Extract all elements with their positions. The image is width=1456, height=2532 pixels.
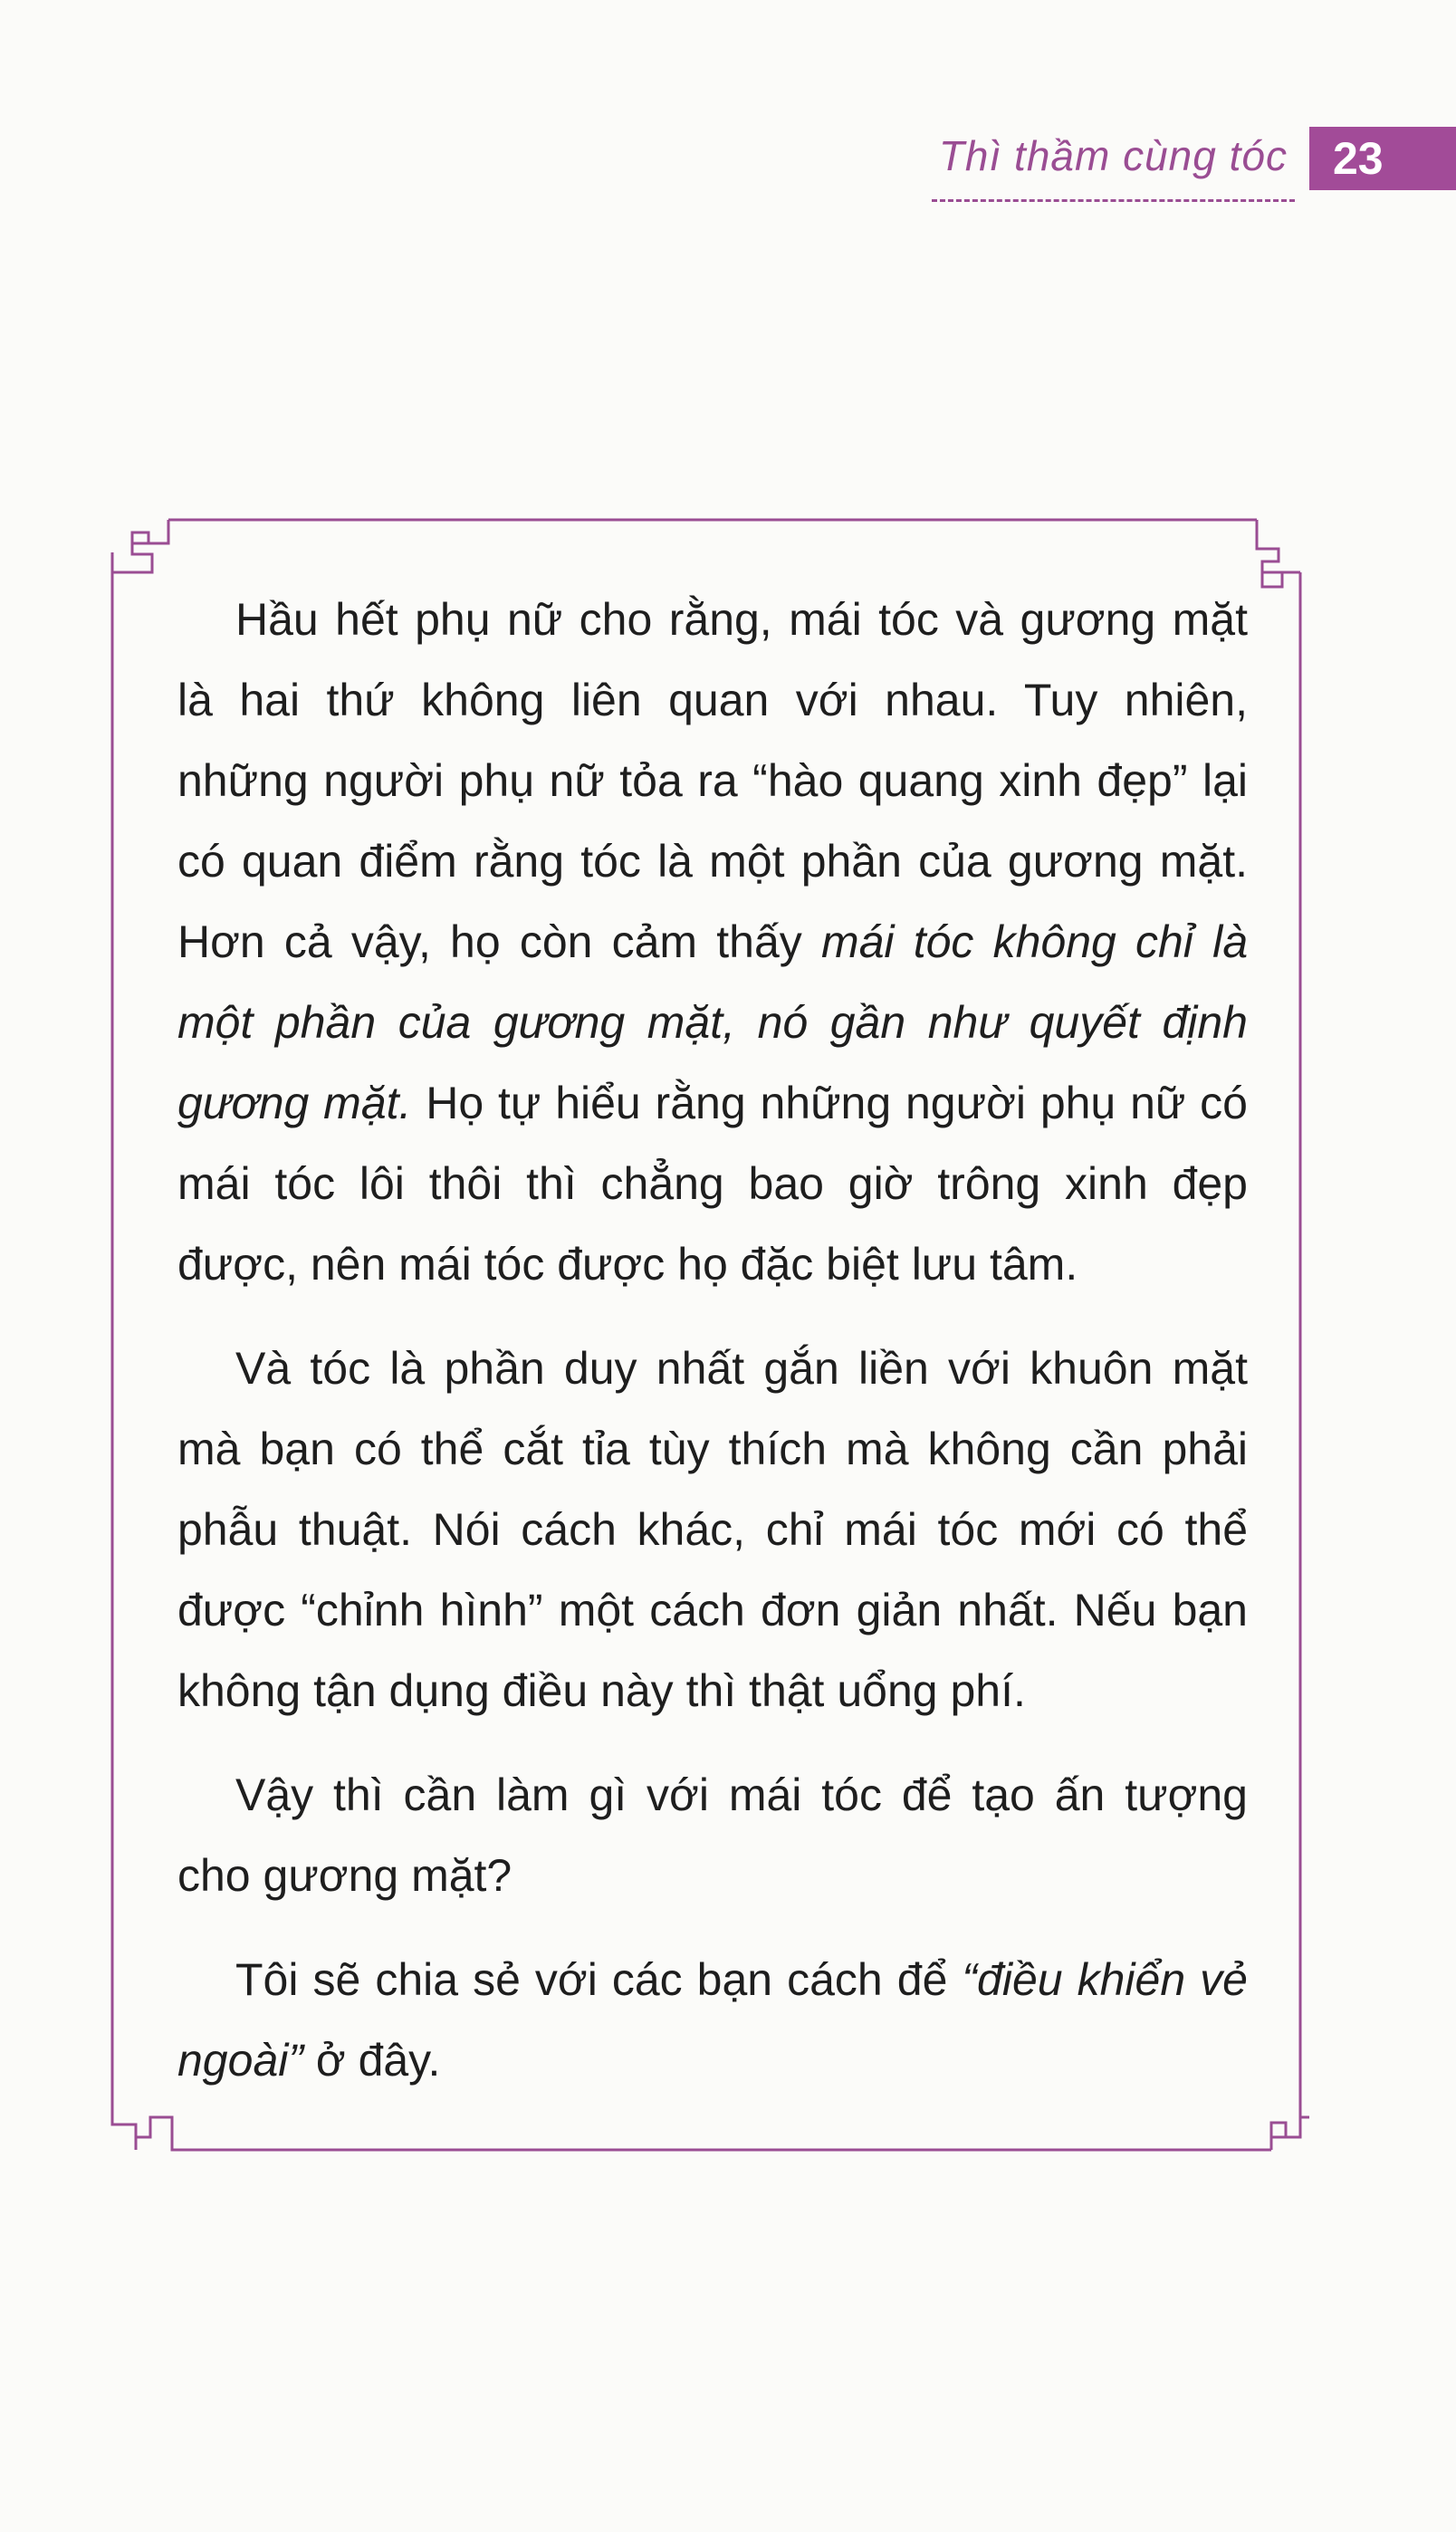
text-segment: Vậy thì cần làm gì với mái tóc để tạo ấn tượng cho gương mặt? [177,1770,1248,1901]
running-title: Thì thầm cùng tóc [939,131,1288,186]
body-paragraph [177,1755,1248,1916]
frame-corner-bottom-left [112,2110,177,2150]
text-segment: Và tóc là phần duy nhất gắn liền với khuôn mặt mà bạn có thể cắt tỉa tùy thích mà không cần phải phẫu thuật. Nói cách khác, chỉ mái tóc mới có thể được “chỉnh hình” một cách đơn giản nhất. Nếu bạn không tận dụng điều này thì thật uổng phí. [177,1343,1248,1716]
page-number: 23 [1333,133,1384,184]
frame-corner-bottom-right [1271,2110,1309,2150]
text-segment: Họ tự hiểu rằng những người phụ nữ có mái tóc lôi thôi thì chẳng bao giờ trông xinh đẹp được, nên mái tóc được họ đặc biệt lưu tâm. [177,1078,1248,1290]
body-paragraph [177,1940,1248,2101]
page-number-badge [1309,127,1456,190]
frame-corner-top-right [1257,520,1300,587]
italic-text-segment: “điều khiển vẻ ngoài” [177,1954,1248,2086]
body-paragraph [177,580,1248,1305]
italic-text-segment: mái tóc không chỉ là một phần của gương mặt, nó gần như quyết định gương mặt. [177,916,1248,1128]
text-segment: Hầu hết phụ nữ cho rằng, mái tóc và gương mặt là hai thứ không liên quan với nhau. Tuy nhiên, những người phụ nữ tỏa ra “hào quang xinh đẹp” lại có quan điểm rằng tóc là một phần của gương mặt. Hơn cả vậy, họ còn cảm thấy [177,594,1248,967]
running-header [939,127,1456,190]
body-text [177,580,1248,2124]
text-segment: ở đây. [303,2035,441,2086]
frame-corner-top-left [112,520,168,572]
body-paragraph [177,1328,1248,1731]
text-segment: Tôi sẽ chia sẻ với các bạn cách để [235,1954,963,2005]
